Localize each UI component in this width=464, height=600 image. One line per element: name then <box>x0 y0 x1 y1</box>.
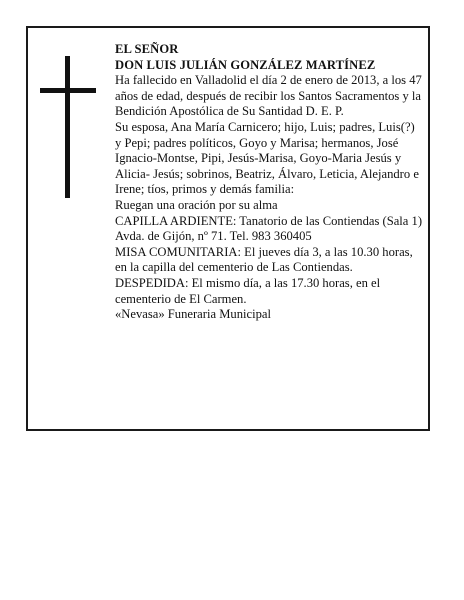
deceased-name: DON LUIS JULIÁN GONZÁLEZ MARTÍNEZ <box>115 57 376 72</box>
mass-info: MISA COMUNITARIA: El jueves día 3, a las 10.30 horas, en la capilla del cementerio de Las Contiendas. <box>115 244 413 275</box>
cross-icon <box>40 56 96 198</box>
notice-text <box>115 42 423 323</box>
notice-heading-title: EL SEÑOR <box>115 42 179 56</box>
chapel-info: CAPILLA ARDIENTE: Tanatorio de las Contiendas (Sala 1) Avda. de Gijón, nº 71. Tel. 983 360405 <box>115 213 423 244</box>
obituary-notice <box>26 26 430 431</box>
cross-horizontal-bar <box>40 88 96 93</box>
funeral-home: «Nevasa» Funeraria Municipal <box>115 307 271 322</box>
prayer-request: Ruegan una oración por su alma <box>115 197 278 212</box>
death-announcement: Ha fallecido en Valladolid el día 2 de enero de 2013, a los 47 años de edad, después de recibir los Santos Sacramentos y la Bendición Apostólica de Su Santidad D. E. P. <box>115 73 422 119</box>
family-list: Su esposa, Ana María Carnicero; hijo, Luis; padres, Luis(?) y Pepi; padres políticos, Goyo y Marisa; hermanos, José Ignacio-Montse, Pipi, Jesús-Marisa, Goyo-Maria Jesús y Alicia- Jesús; sobrinos, Beatriz, Álvaro, Leticia, Alejandro e Irene; tíos, primos y demás familia: <box>115 119 419 197</box>
cross-vertical-bar <box>65 56 70 198</box>
farewell-info: DESPEDIDA: El mismo día, a las 17.30 horas, en el cementerio de El Carmen. <box>115 275 381 306</box>
